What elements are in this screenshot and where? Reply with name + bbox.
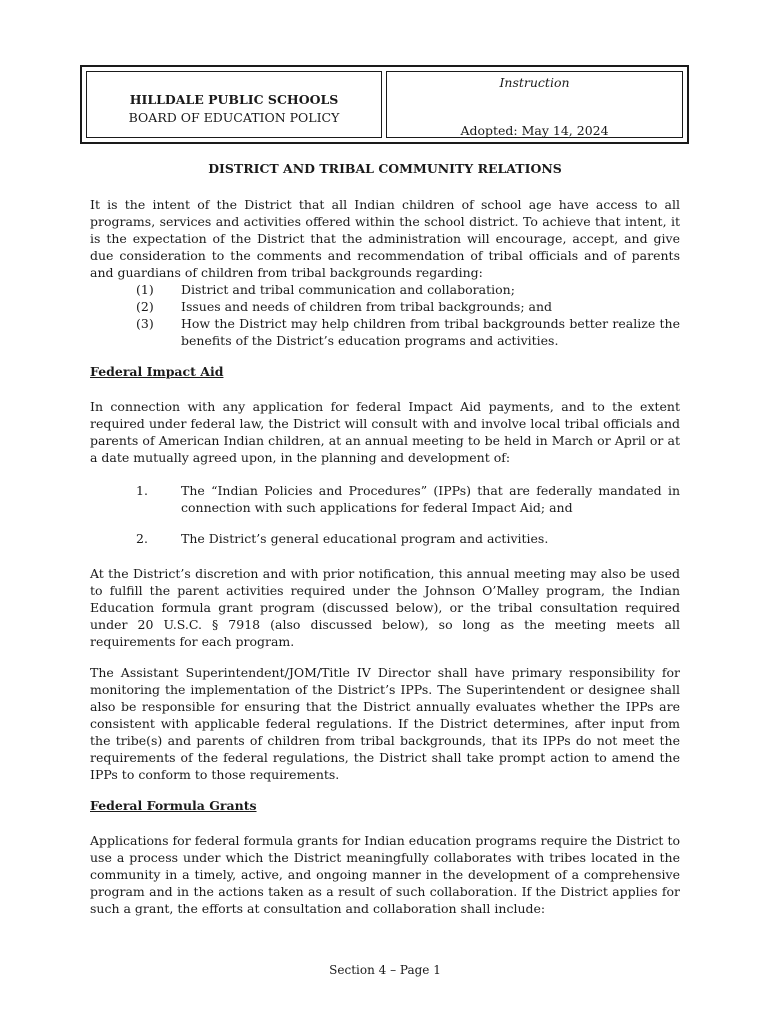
impact-aid-paragraph-2: At the District’s discretion and with prior notification, this annual meeting may also be used to fulfill the parent activities required under the Johnson O’Malley program, the Indian Education formula grant program (discussed below), or the tribal consultation required under 20 U.S.C. § 7918 (also discussed below), so long as the meeting meets all requirements for each program. <box>90 566 680 649</box>
list-number: 1. <box>136 483 148 498</box>
list-text: District and tribal communication and collaboration; <box>181 282 515 297</box>
page-title: DISTRICT AND TRIBAL COMMUNITY RELATIONS <box>208 161 562 176</box>
list-number: (1) <box>136 282 154 297</box>
list-number: (2) <box>136 299 154 314</box>
list-text: The “Indian Policies and Procedures” (IPPs) that are federally mandated in connection with such applications for federal Impact Aid; and <box>181 483 680 515</box>
header-right-box <box>386 71 683 138</box>
list-number: (3) <box>136 316 154 331</box>
list-text: How the District may help children from tribal backgrounds better realize the benefits of the District’s education programs and activities. <box>181 316 680 348</box>
section-heading-formula-grants: Federal Formula Grants <box>90 798 257 813</box>
policy-header <box>80 65 689 144</box>
impact-aid-paragraph-1: In connection with any application for federal Impact Aid payments, and to the extent required under federal law, the District will consult with and involve local tribal officials and parents of American Indian children, at an annual meeting to be held in March or April or at a date mutually agreed upon, in the planning and development of: <box>90 399 680 465</box>
impact-aid-paragraph-3: The Assistant Superintendent/JOM/Title IV Director shall have primary responsibility for monitoring the implementation of the District’s IPPs. The Superintendent or designee shall also be responsible for ensuring that the District annually evaluates whether the IPPs are consistent with applicable federal regulations. If the District determines, after input from the tribe(s) and parents of children from tribal backgrounds, that its IPPs do not meet the requirements of the federal regulations, the District shall take prompt action to amend the IPPs to conform to those requirements. <box>90 665 680 782</box>
list-text: The District’s general educational program and activities. <box>181 531 549 546</box>
list-text: Issues and needs of children from tribal backgrounds; and <box>181 299 553 314</box>
formula-grants-paragraph-1: Applications for federal formula grants for Indian education programs require the District to use a process under which the District meaningfully collaborates with tribes located in the community in a timely, active, and ongoing manner in the development of a comprehensive program and in the actions taken as a result of such collaboration. If the District applies for such a grant, the efforts at consultation and collaboration shall include: <box>90 833 680 916</box>
policy-category: Instruction <box>499 75 570 90</box>
section-heading-impact-aid: Federal Impact Aid <box>90 364 224 379</box>
list-number: 2. <box>136 531 148 546</box>
adopted-date: Adopted: May 14, 2024 <box>460 123 609 138</box>
organization-name: HILLDALE PUBLIC SCHOOLS <box>129 92 339 107</box>
header-left-box <box>86 71 382 138</box>
intro-paragraph: It is the intent of the District that all Indian children of school age have access to all programs, services and activities offered within the school district. To achieve that intent, it is the expectation of the District that the administration will encourage, accept, and give due consideration to the comments and recommendation of tribal officials and of parents and guardians of children from tribal backgrounds regarding: <box>90 197 680 280</box>
page-footer: Section 4 – Page 1 <box>329 963 441 977</box>
board-policy-label: BOARD OF EDUCATION POLICY <box>128 110 340 125</box>
